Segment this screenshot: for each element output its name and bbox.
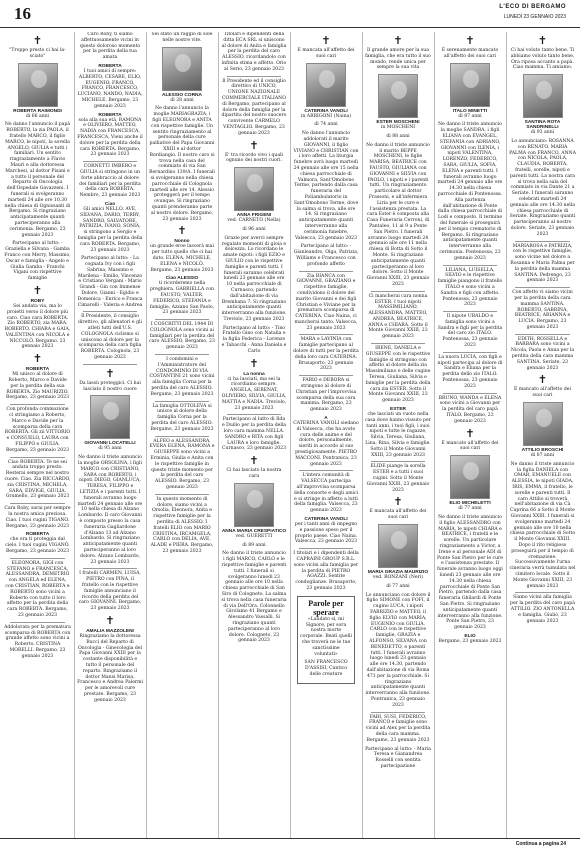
notice-text: Ne danno il triste annuncio la figlia DANIELA con OMAR, EMANUELE con ALESSIA, le nipoti GIADA, IRIS, EMMA, il fratello, le sorelle e parenti tutti. Il caro Attilio si troverà nell'abitazione di via Cà Caprina 66 a Sotto il Monte Giovanni XXIII. I funerali si svolgeranno martedì 24 gennaio alle ore 10 nella chiesa parrocchiale di Sotto il Monte Giovanni XXIII. Dopo il rito religioso proseguirà per il tempio di cremazione. Successivamente l'urna cineraria verrà tumulata nel cimitero locale. Sotto il Monte Giovanni XXIII, 23 gennaio 2023 (509, 461, 576, 589)
deceased-subtitle: ved. BONZANI (Neri) (372, 575, 424, 580)
divider (443, 311, 497, 312)
divider (83, 364, 137, 365)
deceased-name: ELIO MICHELETTI (449, 501, 491, 507)
divider (443, 265, 497, 266)
cross-icon: ✝ (465, 34, 475, 47)
notice-text: sola alla sua età, RAMONA e OLIVIERO, MATTEO, NADIA con FRANCESCA, FRANCESCA, Vieni anche il dolore per la perdita della cara ROBERTA. Bergamo, 23 gennaio 2023 (77, 117, 143, 158)
deceased-name: ALESSIO CORNA (162, 92, 202, 98)
deceased-name: ESTER MOSCHENI (376, 120, 420, 126)
deceased-name: SANTINA ROTA SANDRINELLI (524, 120, 561, 131)
notice-text: ALFEO e ALESSANDRA, EVERA ELENA, RAMONA e GIUSEPPE sono vicini a Erminia, Giulia e Anita con le rispettive famiglie in questo triste momento per la perdita del caro ALESSIO. Bergamo, 23 gennaio 2023 (149, 438, 215, 491)
notice-text: per i tanti anni di impegno e passione speso per il proprio paese. Ciao Naina. Valsecca, 23 gennaio 2023 (294, 522, 358, 545)
notice-text: Con profonda commozione ci stringiamo a Roberto, Marco e Davide per la scomparsa della cara ROBERTA. Gli zii VITTORIO e CONSUELO, LAURA con FILIPPO e GIULIA. Bergamo, 23 gennaio 2023 (4, 407, 71, 453)
notice-text: I tuoi amici di sempre: ALBERTO, CESARE, ELIO, EUGENIO, FRANCO, FRANCO, FRANCESCO, LUCIANO, NANDO, NADIA, MICHELE. Bergamo, 23 gennaio 2023 (77, 68, 143, 109)
notice-text: Titolari e dipendenti della ditta ECA SRL si uniscono al dolore di Anita e famiglia per la perdita del caro ALESSIO. ricordandolo con infinita stima e affetto. Orio al Serio, 23 gennaio 2023 (221, 32, 287, 72)
notice-text: Ne danno il triste annuncio i figli MARCO, CARLO e le rispettive famiglie e parenti tutti. I funerali si svolgeranno lunedì 23 gennaio alle ore 10 nella chiesa parrocchiale di San Siro di Cologneto. La salma si trova nella casa funeraria di via Dell'Ora. Colonnello Girolamo 41 Bergamo e Alessandro Vassalli. Si ringraziano quanti parteciperanno al loro dolore. Cologneto, 23 gennaio 2023 (221, 551, 287, 644)
deceased-name: AMALIA MAZZOLENI (86, 628, 134, 634)
divider (515, 287, 570, 288)
cross-icon: ✝ (249, 454, 259, 468)
deceased-name: CATERINA VANOLI (304, 517, 348, 522)
deceased-name: ESTER (390, 407, 406, 413)
divider (10, 457, 65, 458)
column-1 (2, 32, 73, 838)
notice-text: Sei stato un raggio di sole nelle nostre vite. (151, 32, 213, 43)
notice-text: ti ricorderemo nella preghiera. GABRIELLA con FAUSTO, VALTER, FEDERICO, STEFANIA e famiglie, Azzano San Paolo, 23 gennaio 2023 (149, 281, 215, 316)
portrait-photo (450, 63, 490, 107)
notice-text: E' tra ricordo vivo i quali ognuno dei nostri cuori. (224, 152, 284, 164)
notice-text: Cara Roby, sarai per sempre la nostra amica preziosa. Ciao. I tuoi cugini TIGANO. Bergamo, 23 gennaio 2023 (4, 506, 71, 529)
deceased-age: di 74 anni (314, 122, 338, 128)
column-7 (434, 32, 505, 838)
portrait-photo (450, 455, 490, 499)
divider (371, 343, 425, 344)
deceased-age: di 87 anni (458, 113, 482, 119)
deceased-age: di 88 anni (386, 133, 410, 139)
column-6 (362, 32, 433, 838)
notice-text: Ci hai lasciato la nostra cara (226, 468, 282, 480)
divider (10, 503, 65, 504)
notice-text: Caro Roby, ti siamo affettuosamente vicini in questo doloroso momento per la perdita della tua amata (79, 32, 141, 61)
notice-text: I condomini e l'Amministratore del CONDOMINIO DI VIA COSTANTINI 21 sono vicini alla famiglia Corna per la perdita del caro ALESSIO. Bergamo, 23 gennaio 2023 (149, 357, 215, 397)
column-2 (74, 32, 145, 838)
divider (371, 712, 425, 713)
notice-text: FABIO e DEBORA si stringono al dolore di Christian per l'improvvisa scomparsa della sua cara mamma. Bergamo, 23 gennaio 2023 (295, 378, 357, 413)
notice-text: Lo annunciano con dolore il figlio SIMONE con FOFI, il cugino LUCA, i nipoti FABRIZIO e MATTEO, il figlio ELVIO con MARIA, EUGENIO con GIULIA, CARLO con le rispettive famiglie, GRAZIA e ALFONSO, SILVANA con BENEDETTO, e parenti tutti. I funerali avranno luogo lunedì 23 gennaio alle ore 14.30, partendo dall'abitazione di via Roma 471 per la parrocchiale. Si ringraziano anticipatamente quanti interverranno alla funzione. Pontranica, 23 gennaio 2023 (365, 592, 431, 708)
notice-text: MARIAROSA e PATRIZIA, con le rispettive famiglie, sono vicine nel dolore a Rosanna e Maria Palma per la perdita della mamma SANTINA. Pedrengo, 23 gennaio 2023 (510, 243, 575, 284)
divider (299, 470, 353, 471)
deceased-name: Ciao (104, 201, 116, 207)
notice-text: Con affetto vi siamo vicini per la perdita della cara mamma SANTINA. ROBERTO, SABRINA, BEATRICE, ARIANNA e LUCIA. Bergamo, 23 gennaio 2023 (512, 290, 573, 330)
column-3 (146, 32, 217, 838)
divider (155, 436, 209, 437)
notice-text: IRENE, DANIELA e GIUSEPPE con le rispettive famiglie si stringono con affetto al dolore della zia Massimiliano e delle cugine Teresa, Giuliana, Silvia e famiglie per la perdita della cara zia ESTER. Sotto il Monte Giovanni XXIII, 23 gennaio 2023 (365, 346, 431, 404)
notice-text: È serenamente mancato all'affetto dei suoi cari (441, 48, 499, 59)
divider (371, 461, 425, 462)
notice-text: Zia BIANCA con GIOVANNI, GRAZIANO e rispettive famiglie, condividono il dolore del marito Giovanni e dei figli Christian e Viviane per la prematura scomparsa di CATERINA. Ciao Naina, ci mancherai tanto. Valsecca, 23 gennaio 2023 (294, 273, 358, 331)
divider (155, 494, 209, 495)
deceased-age: di 93 anni (530, 130, 555, 136)
notice-text: ELIDE piange la sorella ESTER e a tutti i suoi cugini. Sotto il Monte Giovanni XXIII, 23 gennaio 2023 (366, 464, 430, 493)
portrait-photo (306, 63, 346, 107)
cross-icon: ✝ (393, 495, 403, 509)
notice-text: Ne danno il triste annuncio la moglie SANDRA, i figli ELIANA con EVANGEL, STEFANIA con ADRIANO, GIOVANNI con ILENIA, i nipoti VALENTINA, LORENZO, FEDERICO, SARA, GIULIA, SOFIA, ELENA e parenti tutti. I funerali avranno luogo martedì 24 gennaio alle ore 14.30 nella chiesa parrocchiale di Pontenossa. Alla partenza dall'abitazione di Ponte dalla chiesa parrocchiale di Lodi e composto. Il termine del funerale si proseguirà per il tempio crematorio di Bergamo. Si ringraziano anticipatamente quanti interverranno alla cerimonia. Pontenossa, 23 gennaio 2023 (437, 122, 503, 261)
divider (299, 548, 353, 549)
quote-text: «Laudato sì, mi Signore, per sora nostra morte corporale. Beati quelli che troverà ne le tue sanctissime voluntati» (300, 616, 352, 657)
notice-text: Ne danno l'annuncio il papà ROBERTO, la zia PAOLA, il fratello MARCO, il figlio MARCO, le nipoti, la sorella ANGELO, GIULIA e tutti i familiari. Un sentito ringraziamento a Flavio Mauri e alla dottoressa Marchesi, al dottor Pisani e a tutto il personale del Reparto di Oncologia dell'Ospedale Gavazzeni. I funerali si svolgeranno martedì 24 alle ore 10.30 nella chiesa di Ognissanti di Bergamo. Si ringraziano anticipatamente quanti parteciperanno alla cerimonia. Bergamo, 23 gennaio 2023 (4, 122, 71, 238)
notice-text: È mancato all'affetto dei suoi cari (514, 387, 571, 399)
notice-text: Siamo vicini alla famiglia per la perdita del caro papà ATTILIO. ZIO ANTONELLA e famiglia. Giuliò, 23 gennaio 2023 (510, 595, 575, 624)
notice-text: Ne danno il triste annuncio il figlio ALESSANDRO con MARIA, le nipoti CHIARA e BEATRICE, i fratelli e le sorelle. Un particolare ringraziamento a Victor, a Irene e al personale ADI di Ponte San Pietro per le cure e l'assistenza prestate. Il funerale avranno luogo oggi lunedì 23 gennaio alle ore 14.30 nella chiesa parrocchiale di Ponte San Pietro, partendo dalla casa funeraria Ghilardi di Ponte San Pietro. Si ringraziano anticipatamente quanti interverranno alla funzione. Ponte San Pietro, 23 gennaio 2023 (437, 515, 503, 631)
divider (227, 414, 281, 415)
portrait-photo (162, 47, 202, 91)
divider (10, 404, 65, 405)
divider (299, 375, 353, 376)
cross-icon: ✝ (105, 366, 115, 380)
deceased-name: ROBERTA RAIMONDI (13, 108, 62, 114)
issue-date: LUNEDÌ 23 GENNAIO 2023 (503, 14, 566, 20)
deceased-name: ROBY (30, 298, 45, 304)
quote-author: SAN FRANCESCO D'ASSISI, Cantico delle creature (304, 660, 348, 677)
notice-text: La famiglia OTTOLEVA si unisce al dolore della famiglia Corna per la perdita del caro ALESSIO. Bergamo, 23 gennaio 2023 (150, 403, 214, 432)
column-5 (290, 32, 361, 838)
notice-text: Ringraziamo la dottoressa Bucci del Reparto di Oncologia - Ginecologia del Papa Giovanni XXIII per la costante disponibilità e tutto il personale del reparto. Ringraziamo il dottor Mansi Marisa, Francesco e Andrea Palermi per le amorevoli cure prestate. Bergamo, 23 gennaio 2023 (77, 633, 143, 703)
notice-text: Ci hai voluto tanto bene. Ti abbiamo voluto tanto bene. Ora riposa accanto a papà. Ciao mamma. Ti amiamo. (510, 48, 575, 71)
portrait-photo (378, 524, 418, 568)
notice-text: EDITH, ROSSELLA e BARBARA sono vicini a Nicola, Paola e Anna per la perdita della cara mamma SANTINA. Seriate, 23 gennaio 2023 (510, 336, 575, 371)
deceased-subtitle: in MOSCHENI (380, 125, 416, 131)
notice-text: ci ha lasciati, ma sei la ricordiamo sempre. ANGELA, SERENAT, OLIVIERO, SILVIA, GIULIA, MATTIA e NADIA. Treviolo, 23 gennaio 2023 (221, 376, 287, 411)
divider (155, 401, 209, 402)
page-header (0, 0, 580, 28)
notice-text: LILIANA, LUISELLA, SILVIO e le rispettive famiglie piangono il fratello ITALO e sono vicini a Sandra e figli con affetto. Pontenossa, 23 gennaio 2023 (437, 267, 503, 308)
divider (515, 334, 570, 335)
portrait-photo (378, 74, 418, 118)
cross-icon: ✝ (105, 613, 115, 627)
divider (155, 319, 209, 320)
column-4 (218, 32, 289, 838)
portrait-photo (523, 402, 563, 446)
deceased-subtitle: ved. GUERETTI (235, 533, 273, 539)
notice-text: Partecipano al lutto: - Tino Fratello Gino con Natalia e la figlia Federica - Lorenzo e Tabacchi - Anna Daniela e Carlo (221, 325, 287, 354)
deceased-name: CATERINA VANOLI (304, 108, 348, 114)
continued-label: Continua a pagina 24 (515, 841, 566, 847)
deceased-subtitle: ved. CARNETO (Nella) (227, 218, 281, 224)
divider (83, 161, 137, 162)
notice-text: Partecipano al lutto: - Graziella e Silvana - Gamba Franco con Merry, Massimo, Oscar e famiglia - Angelo e Giulia Gamba - Franchi Vigani con rispettive famiglie (4, 241, 71, 282)
deceased-name: ROBERTA (98, 112, 122, 118)
notice-text: Ne danno il triste annuncio la moglie ORSOLINA, i figli MARCO con CRISTIANO, SARA con ROBERTO, i nipoti DIEGO, GIANLUCA, TERESA, FILIPPO e LETIZIA e i parenti tutti. I funerali avranno luogo martedì 24 gennaio alle ore 10 nella chiesa di Alzano Lombardo. Il caro Giovanni è composto presso la casa funeraria Gagliardone d'Alzano 13 ad Alzano Lombardo. Si ringraziano anticipatamente quanti parteciperanno al loro dolore. Alzano Lombardo, 23 gennaio 2023 (77, 455, 143, 565)
portrait-photo (90, 395, 130, 439)
portrait-photo (234, 483, 274, 527)
notice-text: BRUNO, WANDA e ELENA sono vicini a Giovanni per la perdita del caro papà ITALO. Bergamo, 23 gennaio 2023 (438, 395, 502, 424)
notice-text: che lasciati un vuoto nella casa dove hanno vissuto per tanti anni, i tuoi figli, i suoi nipoti e tutte le ragazze, Silvia, Teresa, Giuliana, Lina, Rina, Silvia e famiglie. Sotto il Monte Giovanni XXIII, 23 gennaio 2023 (365, 412, 431, 458)
notice-text: Partecipano al lutto: - Gianleandro, Olga, Patrizia, Williams e Francesco con profondo affetto (293, 244, 359, 267)
deceased-name: ANNA MARIA CRESPIATICO (221, 528, 287, 534)
portrait-photo (18, 63, 58, 107)
deceased-name: ROBERTA (25, 532, 50, 538)
notice-text: FABI, SUSI, FEDERICO, FRANCO e famiglie sono vicini ad Alex per la perdita della cara mamma. Bergamo, 23 gennaio 2023 (365, 714, 431, 743)
divider (83, 311, 137, 312)
cross-icon: ✝ (32, 34, 43, 47)
divider (443, 352, 497, 353)
quote-box (297, 596, 355, 684)
notice-text: ELEONORA, GIGI con STEFANO e FRANCESCA, ALESSANDRA, DEMETRIO con ANGELA ed ELENA, con CRISTIAN, ROBERTA e ROBERTO sono vicini a Roberto con tutto il loro affetto per la perdita della cara ROBERTA. Bergamo, 23 gennaio 2023 (5, 560, 70, 618)
page-footer (0, 838, 580, 849)
newspaper-title: L'ECO DI BERGAMO (499, 4, 566, 10)
deceased-name: A (324, 416, 328, 422)
notice-text: Gli amici NELLO, AVE, SILVANA, DARIO, TERRY, SANDRO, SALVATORE, PATRIZIA, IVANO, SONIA, si stringono a Sergio e famiglia per la perdita della cara ROBERTA. Bergamo, 23 gennaio 2023 (77, 206, 143, 253)
notice-text: Partecipano al lutto: - La cognata Ivy con i figli Sabrina, Massimo e Marilena - Emilio, Vincenzo e Cristiano Vergani - Mario Grandi - Gin con Immense Dolore, Gianni - Egidio e Domenica - Enrico e Franca Cimarelli - Valeria e Andrea (77, 256, 143, 308)
notice-text: CATERINA VANOLI siedano di Valsecca, che ha avuto cura delle anime e del dolore, personalmente, sieriti in accordo al suo prestigiosamente. PIETRO MACCONI. Pontranica, 23 gennaio 2023 (293, 421, 359, 467)
notice-text: Il Presidente, il consiglio direttivo, gli allenatori e gli atleti tutti dell'U.S. COLOGNOLA ciclismo si uniscono al dolore per la scomparsa della cara figlia ROBERTA. Colognola, 23 gennaio 2023 (78, 314, 142, 361)
divider (83, 568, 137, 569)
deceased-name: Ciao ALESSIO (165, 276, 199, 282)
notice-text: Ci mancherai cara nonna ESTER. I tuoi nipoti MASSIMILIANO, ALESSANDRA, MATTEO, ANDREA, BEATRICE, ANNA e CHIARA. Sotto il Monte Giovanni XXIII, 23 gennaio 2023 (368, 293, 428, 340)
cross-icon: ✝ (32, 283, 43, 297)
deceased-age: di 96 anni (242, 226, 266, 232)
notice-text: Ne danno l'annuncio la moglie MARIAGRAZIA, i figli ELEONORA e ANITA con rispettive famiglie. Un sentito ringraziamento al personale della cure palliative del Papa Giovanni XXIII e al dottor Bordiangio. Il nostro caro si trova nella casa del commiato di via San Bernardino 139/A. I funerali si svolgeranno nella chiesa parrocchiale di Colognola martedì alle ore 14. Alessio proteggerà per il tempo ovunque. Si ringraziano quanti prenderanno parte al nostro dolore. Bergamo, 23 gennaio 2023 (149, 106, 215, 222)
notice-text: Ne danno l'annuncio addolorati il marito GIOVANNI, il figlio VIVIANO e CHRISTIAN con i loro affetti. La liturgia funebre avrà luogo martedì 24 gennaio alle ore 15 nella chiesa parrocchiale di Valmora, Sant'Omobono Terme, partendo dalla casa funeraria del Poliambulatorio in Sant'Omobono Terme, dove la salma si trova, alle ore 14. Si ringraziano anticipatamente quanti interverranno alla cerimonia funebre. Valsecca, 23 gennaio 2023 (293, 131, 359, 241)
cross-icon: ✝ (465, 426, 475, 440)
divider (155, 354, 209, 355)
page-number: 16 (14, 4, 31, 23)
deceased-name: ROBERTA (98, 63, 122, 69)
notice-text: che ora ti proteggia dal cielo. I tuoi cugini VIGANÒ. Bergamo, 23 gennaio 2023 (5, 537, 70, 554)
notice-text: MARA e LAVINIA con famiglie partecipano al dolore di tutti per la perdita della loro cara CATERINA. Brusaporto, 23 gennaio 2023 (293, 337, 359, 372)
notice-text: In questo momento di dolore, siamo vicini a Orsolia, Eleonora, Anita e rispettive famiglie per la perdita di ALESSIO. I fratelli ELIO con MARIO CRISTINA, IRCAMGELA, CARLO con DELIA, AVE, ALADE e PIERA. Bergamo, 23 gennaio 2023 (150, 496, 214, 554)
notice-text: La nuora LUCIA, con figli e nipoti partecipa al dolore di Sandra e Eliana per la perdita dello zio ITALO. Pontenossa, 23 gennaio 2023 (437, 354, 503, 389)
divider (443, 393, 497, 394)
notice-text: Lo annunciano: ROSANNA con RENATO, MARIA PALMA con FRANCO, ANNA con NICOLA, PAOLA, CLAUDIA, ROBERTA, fratelli, sorelle, nipoti e parenti tutti. La nostra cara si trova nella sala del commiato in via Dante 21 a Seriate. I funerali saranno celebrati martedì 24 gennaio alle ore 14.30 nella chiesa parrocchiale di Seriate. Ringraziamo quanti parteciperanno al nostro dolore. Seriate, 23 gennaio 2023 (509, 138, 576, 237)
quote-box-title: Parole per sperare (308, 598, 344, 617)
divider (515, 592, 570, 593)
notice-text: Il nipote UBALDO e famiglia sono vicini a Sandra e figli per la perdita del caro zio ITALO. Pontenossa, 23 gennaio 2023 (437, 314, 503, 349)
notice-text: È mancato all'affetto dei suoi cari (441, 440, 499, 452)
deceased-name: La nonna (243, 371, 265, 377)
divider (227, 76, 281, 77)
notice-text: Ciao ROBERTA. Te ne sei andata troppo presto. Resterai sempre nel nostro cuore. Ciao. Zia RICCARDO, zia CRISTINA, MICHELA, SARA, EDVIGE, GIULIA. Grumello, 23 gennaio 2023 (4, 459, 71, 500)
notice-text: Bergamo, 23 gennaio 2023 (438, 638, 502, 644)
deceased-name: MARIA GRAZIA MAURIZIO (367, 570, 429, 575)
deceased-age: di 66 anni (25, 113, 50, 119)
notice-text: I COSCRITTI DEL 1944 DI COLOGNOLA sono vicini ai famigliari per la perdita del caro ALESSIO. Bergamo, 23 gennaio 2023 (149, 322, 215, 351)
notice-text: un grande eroe lascerà mai per tutto quello che ci hai dato. ELENA, MICHELE, ELENA e NICOLÒ. Bergamo, 23 gennaio 2023 (149, 244, 214, 273)
deceased-age: di 77 anni (386, 583, 410, 589)
deceased-age: di 28 anni (170, 97, 194, 103)
portrait-photo (523, 74, 563, 118)
cross-icon: ✝ (177, 224, 187, 238)
deceased-name: ATTILIO BROSCHI (521, 448, 564, 454)
notice-text: Il grande amore per la sua famiglia, che era tutto il suo mondo, rende unica per sempre la sua vita (365, 48, 431, 71)
notice-text: Da lassù proteggici. Ci hai lasciato il nostro cuore (79, 380, 141, 392)
deceased-age: di 87 anni (530, 453, 555, 459)
cross-icon: ✝ (249, 356, 259, 370)
notice-text: E mancata all'affetto dei suoi cari (369, 509, 427, 521)
notice-text: E mancata all'affetto dei suoi cari (297, 48, 355, 59)
notice-text: Addolorata per la prematura scomparsa di ROBERTA con grande affetto sono vicini a Roberto. CRISTINA MORELLI. Bergamo, 23 gennaio 2023 (4, 624, 71, 659)
deceased-age: di 77 anni (458, 506, 482, 512)
column-8 (506, 32, 578, 838)
deceased-name: Nonno (174, 239, 190, 245)
cross-icon: ✝ (537, 373, 548, 387)
cross-icon: ✝ (393, 34, 403, 47)
deceased-name: ANNA FRIGENI (236, 213, 272, 219)
divider (299, 334, 353, 335)
deceased-name: GIOVANNI LOCATELLI (84, 441, 136, 447)
notice-quote: "Troppo presto ci hai la-sciato" (9, 48, 66, 59)
divider (371, 291, 425, 292)
notice-text: Il Presidente ed il consiglio direttivo di UNICO, UNIONE NAZIONALE COMMERCIALE ITALIANO di Bergamo, partecipano al dolore della famiglia per la dipartita del nostro suocero convivente CARMELO VENTAGLIO. Bergamo, 23 gennaio 2023 (221, 78, 287, 136)
deceased-name: ITALO MINETTI (452, 108, 488, 114)
cross-icon: ✝ (32, 352, 43, 366)
notice-text: Ne danno il triste annuncio il marito BEPPE MOSCHENI, le figlie MARISA, BEATRICE con FAUSTO, GIULIANA con GIOVANNI e SILVIA con PAOLO, i nipoti e i parenti tutti. Un ringraziamento particolare al dottor Frassoni, e all'infermiera Liria per le cure e l'assistenza prestata. La cara Ester è composta alla Casa Funeraria Cerroni, di Pantaleo, 11 al 9 a Ponte San Pietro. I funerali avranno luogo martedì 24 gennaio alle ore 11 nella chiesa di Botta di Sotto il Monte. Si ringraziano anticipatamente quanti parteciperanno al loro dolore. Sotto il Monte Giovanni XXIII, 23 gennaio 2023 (366, 142, 430, 287)
notice-text: Mi unisco al dolore di Roberto, Marco e Davide per la perdita della sua ROBERTA. Zio MAURIZIO. Bergamo, 23 gennaio 2023 (5, 372, 70, 401)
divider (10, 558, 65, 559)
portrait-photo (234, 167, 274, 211)
cross-icon: ✝ (321, 34, 331, 47)
cross-icon: ✝ (249, 138, 259, 152)
deceased-name: ROBERTA (25, 367, 50, 373)
notice-text: I fratelli CARMEN, LUISA, PIETRO con PINA, il fratello con le rispettive famiglie annunciano il ricordo della perdita del caro GIOVANNI. Bergamo, 23 gennaio 2023 (78, 571, 142, 612)
notice-text: L'intera comunità di VALSECCA partecipa all'improvvisa scomparsa della consorte e degli amici e si stringe in affetto a lutti della famiglia. Valsecca, 23 gennaio 2023 (293, 473, 359, 514)
notice-text: Partecipano al lutto: - Maria Teresa e Gianandrea Rosselli con sentita partecipazione (365, 746, 431, 769)
notice-text: CORNETTI IMBERO e GIULIA si stringono in un forte abbraccio al dolore dei familiari per la perdita della cara ROBERTA. Nembro, 23 gennaio 2023 (79, 164, 141, 199)
deceased-age: di 95 anni (98, 446, 122, 452)
deceased-name: ELIO (464, 633, 476, 639)
deceased-age: di 89 anni (242, 542, 266, 548)
divider (10, 622, 65, 623)
notice-text: Partecipano al lutto di Ilda e Duilio per la perdita della loro cara mamma NELLA. SANDRO e RITA con figli LAURA e loro famiglie. Curnasco, 23 gennaio 2023 (221, 417, 287, 452)
cross-icon: ✝ (537, 34, 548, 47)
divider (515, 241, 570, 242)
divider (299, 271, 353, 272)
notice-text: Sei andata via, ma lo proietti verso il dolore più caro. Ciao cara ROBERTA. Zio ROBERTO, zia MARA, ROBERTO, CHIARA e GAIA, VALENTINA con NICOLA e NICCOLÒ. Bergamo, 23 gennaio 2023 (4, 303, 71, 350)
deceased-subtitle: in ARRIGONI (Naina) (300, 113, 352, 119)
notice-text: Grazie per averci sempre regalato momenti di gioia e dolcezza. Lo ricordano le amate nipoti: i figli EZIO e GIULIO con le rispettive famiglie e parenti tutti. I funerali saranno celebrati lunedì 23 gennaio alle ore 10 nella parrocchiale di Curnasco, partendo dall'abitazione di via Brembana 7. Si ringraziano anticipatamente quanti interverranno alla funzione. Treviolo, 23 gennaio 2023 (221, 235, 287, 322)
notice-text: I titolari e i dipendenti della CAPRAINI GROUP S.R.L. sono vicini alla famiglia per la perdita di PIETRO AGAZZI. Sentite condoglianze. Brusaporto, 23 gennaio 2023 (293, 551, 359, 591)
